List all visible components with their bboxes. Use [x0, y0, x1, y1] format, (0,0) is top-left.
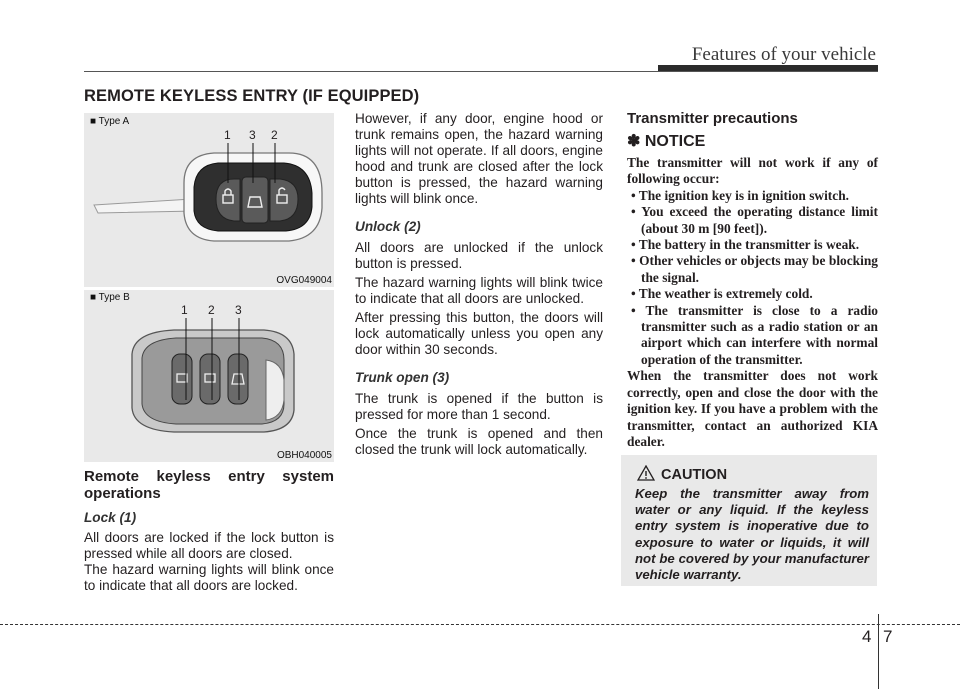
- callout-number: 2: [208, 303, 215, 317]
- notice-intro: The transmitter will not work if any of following occur:: [627, 155, 878, 187]
- list-item: • The weather is extremely cold.: [631, 286, 813, 302]
- figure-key-type-a: [84, 113, 334, 287]
- unlock-paragraph: All doors are unlocked if the unlock button is pressed.: [355, 240, 603, 271]
- callout-number: 1: [181, 303, 188, 317]
- middle-column: [355, 111, 603, 458]
- lock-heading: Lock (1): [84, 510, 137, 525]
- lock-paragraph: All doors are locked if the lock button is pressed while all doors are closed.: [84, 530, 334, 561]
- callout-number: 3: [249, 128, 256, 142]
- notice-list: [627, 188, 878, 368]
- caution-box: [621, 455, 877, 586]
- unlock-paragraph: After pressing this button, the doors will lock automatically unless you open any door within 30 seconds.: [355, 310, 603, 357]
- trunk-heading: Trunk open (3): [355, 370, 450, 385]
- caution-text: Keep the transmitter away from water or any liquid. If the keyless entry system is inoperative due to exposure to water or liquids, it will not be covered by your manufacturer vehicle warranty.: [635, 486, 869, 583]
- list-item: • The ignition key is in ignition switch.: [631, 187, 849, 203]
- notice-icon: ✽: [627, 133, 641, 150]
- page-number: 7: [883, 627, 893, 646]
- body-paragraph: However, if any door, engine hood or trunk remains open, the hazard warning lights will not operate. If all doors, engine hood and trunk are closed after the lock button is pressed, the hazard warning lights will blink once.: [355, 111, 603, 206]
- callout-number: 1: [224, 128, 231, 142]
- lock-paragraph: The hazard warning lights will blink once to indicate that all doors are locked.: [84, 562, 334, 593]
- trunk-paragraph: The trunk is opened if the button is pressed for more than 1 second.: [355, 391, 603, 422]
- figure-b-label: ■ Type B: [90, 292, 130, 303]
- unlock-heading: Unlock (2): [355, 219, 421, 234]
- notice-heading: [627, 131, 878, 151]
- trunk-paragraph: Once the trunk is opened and then closed the trunk will lock automatically.: [355, 426, 603, 457]
- unlock-paragraph: The hazard warning lights will blink twice to indicate that all doors are unlocked.: [355, 275, 603, 306]
- caution-header: [637, 463, 727, 483]
- notice-closing: When the transmitter does not work correctly, open and close the door with the ignition key. If you have a problem with the transmitter, contact an authorized KIA dealer.: [627, 368, 878, 449]
- flip-key-illustration: [84, 113, 334, 287]
- figure-key-type-b: [84, 290, 334, 462]
- list-item: • Other vehicles or objects may be blocking the signal.: [631, 253, 878, 285]
- chapter-number: 4: [862, 627, 872, 646]
- callout-number: 2: [271, 128, 278, 142]
- header-rule: [84, 71, 878, 72]
- notice-body: [627, 155, 878, 450]
- precautions-heading: Transmitter precautions: [627, 110, 798, 127]
- list-item: • The transmitter is close to a radio transmitter such as a radio station or an airport which can interfere with normal operation of the transmitter.: [631, 302, 878, 367]
- warning-triangle-icon: [637, 465, 655, 481]
- list-item: • You exceed the operating distance limit (about 30 m [90 feet]).: [631, 204, 878, 236]
- running-header: Features of your vehicle: [691, 44, 876, 65]
- footer-divider: [878, 614, 879, 689]
- caution-title: CAUTION: [661, 467, 728, 483]
- callout-number: 3: [235, 303, 242, 317]
- list-item: • The battery in the transmitter is weak.: [631, 237, 860, 253]
- figure-b-code: OBH040005: [276, 450, 332, 461]
- figure-a-label: ■ Type A: [90, 116, 130, 127]
- right-column: [627, 110, 878, 450]
- page-heading: REMOTE KEYLESS ENTRY (IF EQUIPPED): [84, 87, 420, 105]
- footer-rule: [0, 624, 960, 625]
- operations-heading: Remote keyless entry system operations: [84, 468, 334, 502]
- figure-a-code: OVG049004: [276, 275, 332, 286]
- notice-label: NOTICE: [644, 133, 706, 150]
- left-column: [84, 468, 334, 594]
